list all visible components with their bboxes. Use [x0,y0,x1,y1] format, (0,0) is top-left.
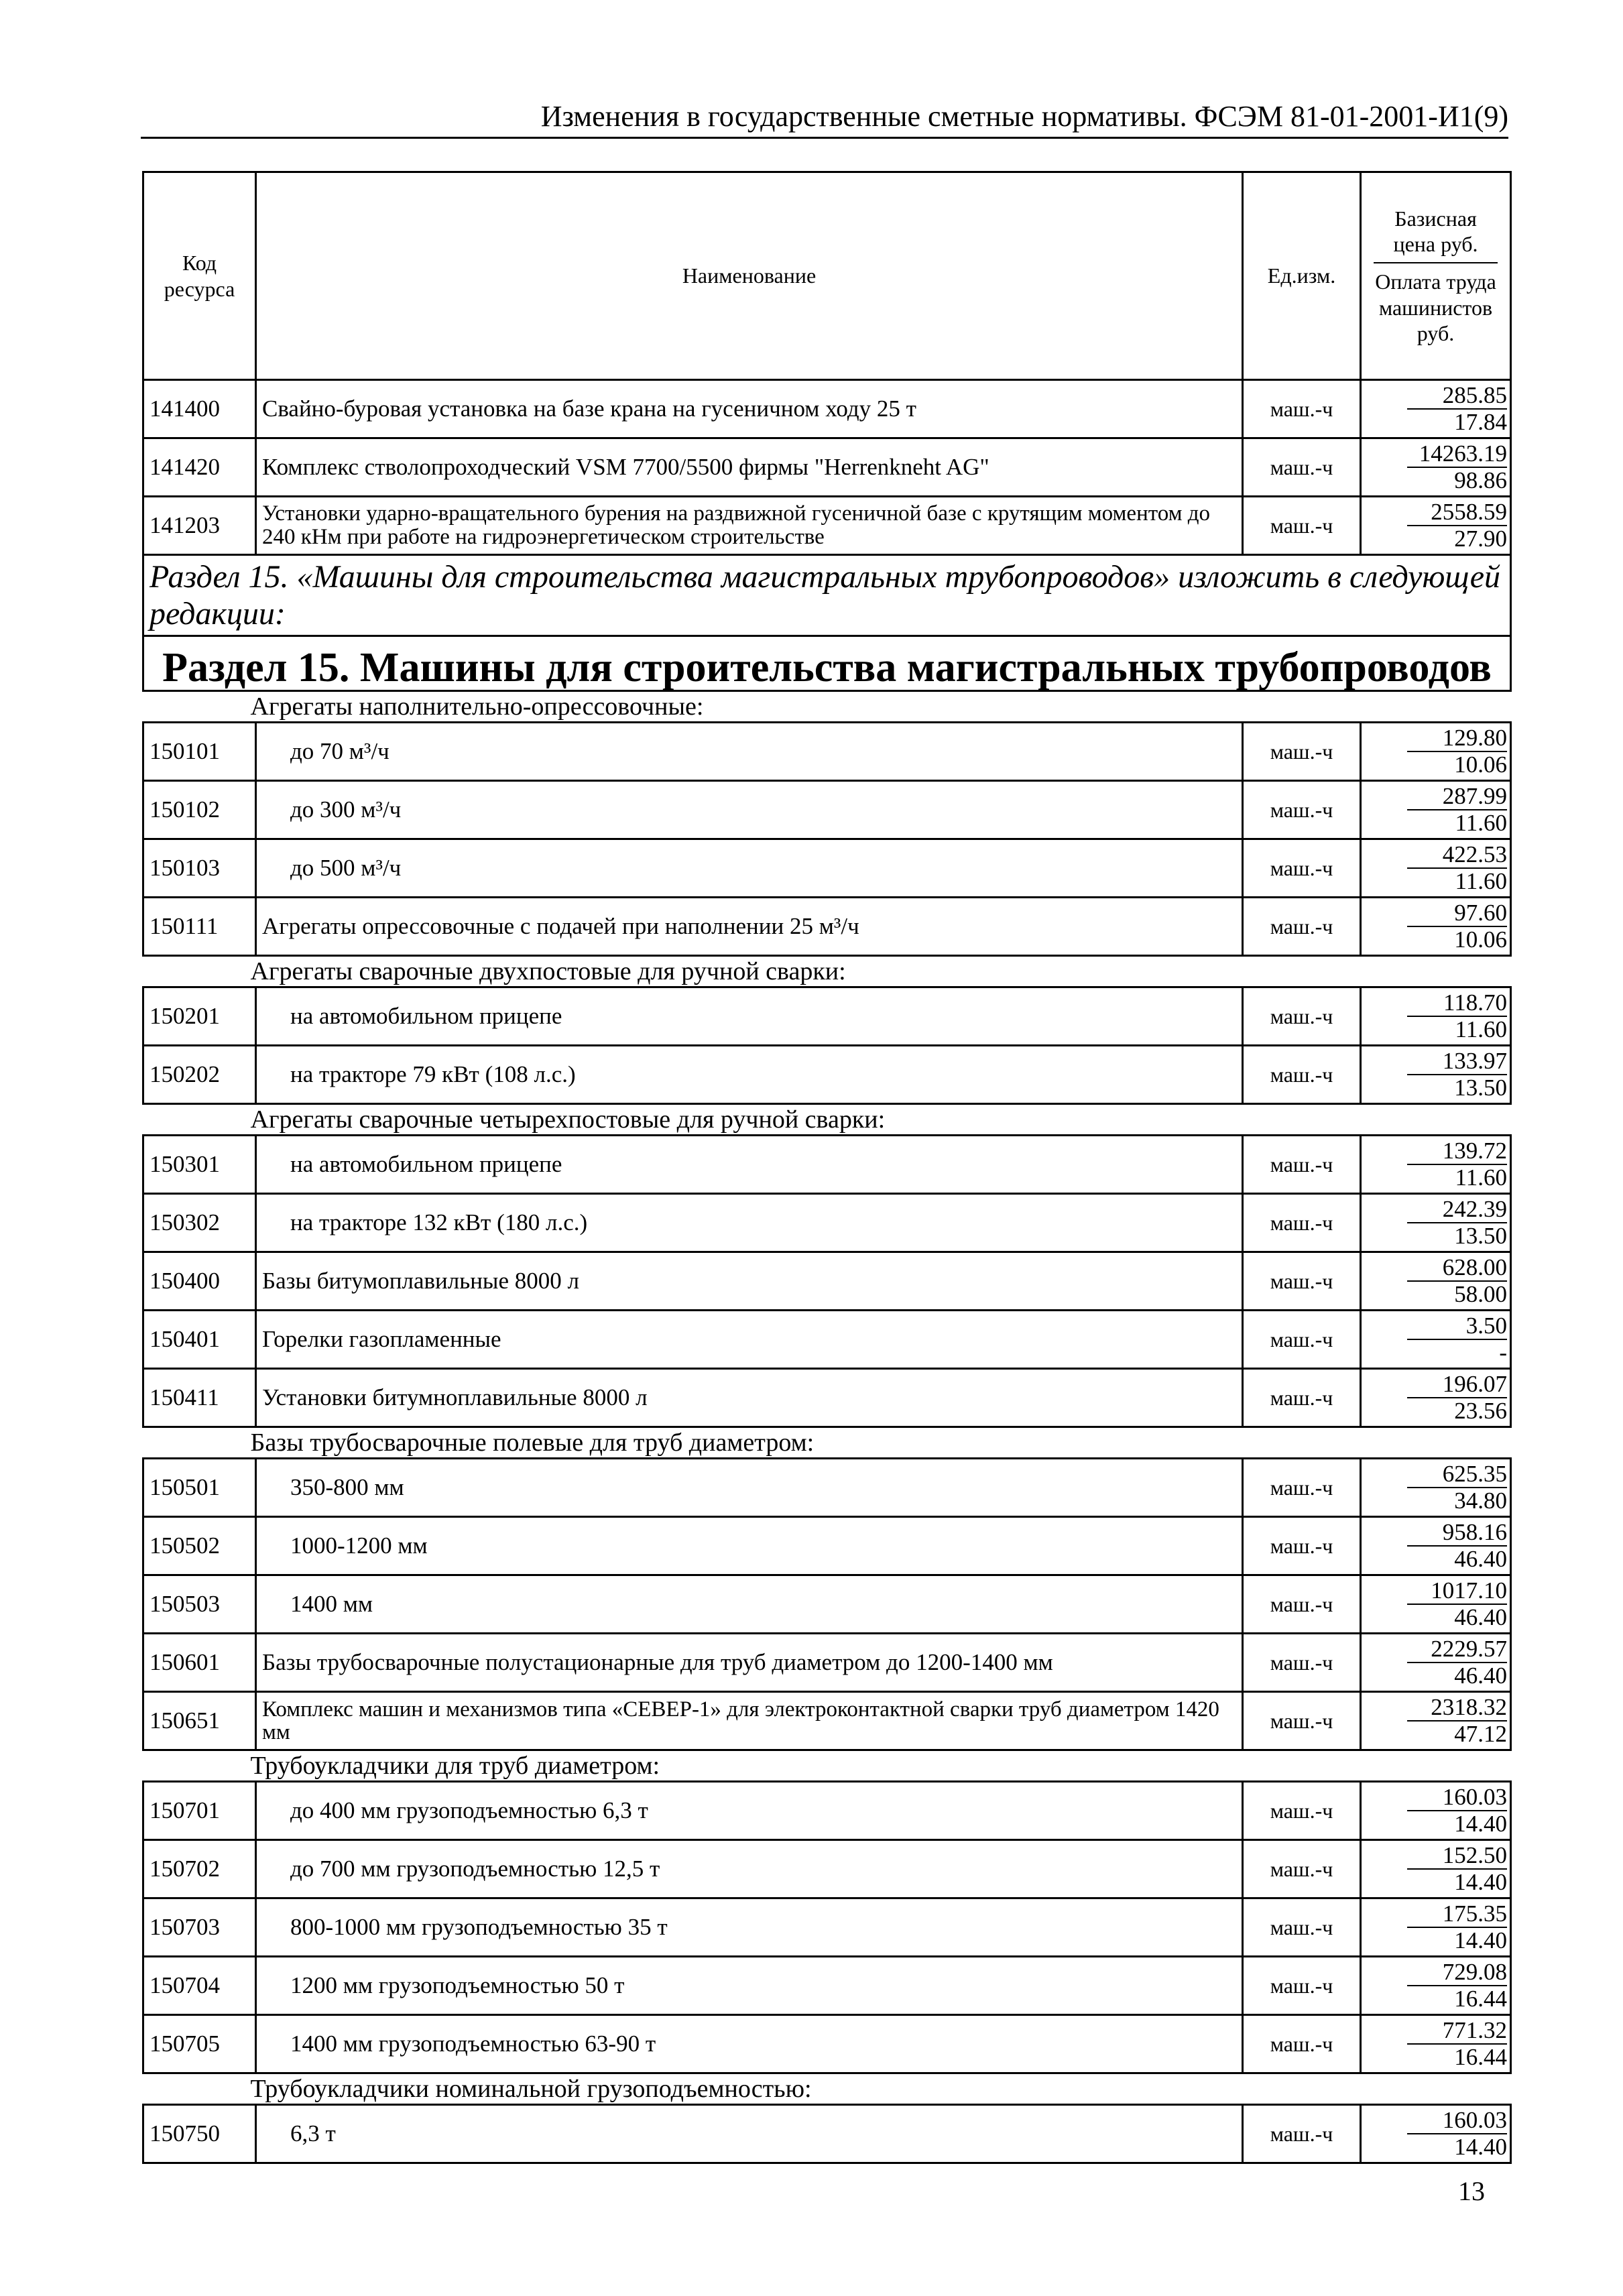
table-row [143,781,1511,839]
operator-wage: 11.60 [1455,1164,1507,1191]
table-row [143,2105,1511,2163]
resource-price [1361,1046,1511,1104]
base-price: 729.08 [1407,1959,1507,1987]
group-title: Базы трубосварочные полевые для труб диаметром: [143,1427,1511,1459]
table-row [143,497,1511,555]
table-row [143,839,1511,898]
table-row [143,1692,1511,1750]
resource-code: 141420 [143,438,256,497]
base-price: 287.99 [1407,784,1507,811]
table-row [143,1311,1511,1369]
resource-code: 150302 [143,1194,256,1252]
group-title: Трубоукладчики номинальной грузоподъемностью: [143,2073,1511,2105]
column-header-name: Наименование [256,172,1243,380]
resource-price [1361,1517,1511,1575]
table-row [143,1634,1511,1692]
resource-price [1361,1369,1511,1427]
base-price: 160.03 [1407,2108,1507,2135]
operator-wage: 14.40 [1454,1869,1507,1896]
resource-code: 150701 [143,1782,256,1840]
resource-code: 150103 [143,839,256,898]
resource-price [1361,987,1511,1046]
base-price: 422.53 [1407,842,1507,869]
table-row [143,1369,1511,1427]
resource-unit: маш.-ч [1243,1634,1361,1692]
resource-code: 150101 [143,723,256,781]
resource-unit: маш.-ч [1243,438,1361,497]
base-price: 2318.32 [1407,1695,1507,1722]
table-row [143,1459,1511,1517]
operator-wage: 34.80 [1454,1488,1507,1514]
resource-name: 1000-1200 мм [256,1517,1243,1575]
resource-price [1361,1898,1511,1957]
resource-unit: маш.-ч [1243,987,1361,1046]
amendment-note-row [143,555,1511,636]
table-row [143,1194,1511,1252]
group-header-row [143,1104,1511,1136]
operator-wage: 46.40 [1454,1604,1507,1631]
base-price: 958.16 [1407,1520,1507,1547]
resource-price [1361,723,1511,781]
resource-code: 150102 [143,781,256,839]
resource-name: на тракторе 79 кВт (108 л.с.) [256,1046,1243,1104]
resource-unit: маш.-ч [1243,1692,1361,1750]
resource-unit: маш.-ч [1243,1840,1361,1898]
resource-name: Агрегаты опрессовочные с подачей при наполнении 25 м³/ч [256,898,1243,956]
column-header-unit: Ед.изм. [1243,172,1361,380]
base-price: 196.07 [1407,1372,1507,1399]
resource-price [1361,1692,1511,1750]
table-row [143,380,1511,438]
resource-name: 1400 мм [256,1575,1243,1634]
resource-name: Комплекс стволопроходческий VSM 7700/5500 фирмы "Herrenkneht AG" [256,438,1243,497]
resource-unit: маш.-ч [1243,497,1361,555]
group-title: Агрегаты наполнительно-опрессовочные: [143,691,1511,723]
resource-code: 141400 [143,380,256,438]
page-header: Изменения в государственные сметные нормативы. ФСЭМ 81-01-2001-И1(9) [141,101,1508,139]
resource-code: 150601 [143,1634,256,1692]
base-price: 97.60 [1407,900,1507,928]
resource-price [1361,1782,1511,1840]
resource-name: до 300 м³/ч [256,781,1243,839]
resource-code: 150400 [143,1252,256,1311]
resource-price [1361,1252,1511,1311]
resource-unit: маш.-ч [1243,898,1361,956]
resource-price [1361,380,1511,438]
group-title: Трубоукладчики для труб диаметром: [143,1750,1511,1782]
resource-name: на автомобильном прицепе [256,987,1243,1046]
operator-wage: 46.40 [1454,1546,1507,1573]
resource-unit: маш.-ч [1243,1782,1361,1840]
resource-price [1361,2015,1511,2073]
resource-price [1361,1957,1511,2015]
base-price: 160.03 [1407,1785,1507,1812]
resource-name: 350-800 мм [256,1459,1243,1517]
base-price: 242.39 [1407,1197,1507,1224]
operator-wage: 10.06 [1454,926,1507,953]
table-row [143,1046,1511,1104]
resource-unit: маш.-ч [1243,723,1361,781]
resource-name: на автомобильном прицепе [256,1136,1243,1194]
base-price: 118.70 [1407,990,1507,1018]
resource-code: 150111 [143,898,256,956]
operator-wage: 47.12 [1454,1721,1507,1748]
resource-name: 1400 мм грузоподъемностью 63-90 т [256,2015,1243,2073]
resource-unit: маш.-ч [1243,1311,1361,1369]
resource-unit: маш.-ч [1243,839,1361,898]
section-title-row [143,636,1511,691]
operator-wage: 46.40 [1454,1663,1507,1689]
resource-name: 800-1000 мм грузоподъемностью 35 т [256,1898,1243,1957]
operator-wage: 23.56 [1454,1398,1507,1425]
table-row [143,2015,1511,2073]
resource-name: 1200 мм грузоподъемностью 50 т [256,1957,1243,2015]
resource-name: Установки битумноплавильные 8000 л [256,1369,1243,1427]
operator-wage: 16.44 [1454,2044,1507,2071]
operator-wage: 17.84 [1454,409,1507,435]
resource-unit: маш.-ч [1243,1046,1361,1104]
operator-wage: 58.00 [1454,1281,1507,1308]
resource-code: 150301 [143,1136,256,1194]
operator-wage: 27.90 [1454,526,1507,552]
resource-code: 150202 [143,1046,256,1104]
resource-unit: маш.-ч [1243,2015,1361,2073]
resource-unit: маш.-ч [1243,1194,1361,1252]
base-price: 152.50 [1407,1843,1507,1870]
column-header-price-top: Базисная цена руб. [1374,206,1498,264]
table-row [143,898,1511,956]
resource-code: 150502 [143,1517,256,1575]
section-title: Раздел 15. Машины для строительства магистральных трубопроводов [143,636,1511,691]
resource-unit: маш.-ч [1243,1252,1361,1311]
base-price: 1017.10 [1407,1578,1507,1606]
operator-wage: 13.50 [1454,1075,1507,1101]
base-price: 771.32 [1407,2018,1507,2045]
base-price: 129.80 [1407,725,1507,753]
resource-price [1361,1311,1511,1369]
resource-unit: маш.-ч [1243,1369,1361,1427]
base-price: 625.35 [1407,1461,1507,1489]
resource-code: 150201 [143,987,256,1046]
operator-wage: 98.86 [1454,467,1507,493]
column-header-price-bottom: Оплата труда машинистов руб. [1375,269,1496,346]
resource-unit: маш.-ч [1243,1517,1361,1575]
base-price: 628.00 [1407,1255,1507,1282]
operator-wage: 16.44 [1454,1986,1507,2012]
resource-unit: маш.-ч [1243,1898,1361,1957]
table-row [143,1252,1511,1311]
resource-code: 150501 [143,1459,256,1517]
table-row [143,1517,1511,1575]
resource-price [1361,1840,1511,1898]
operator-wage: 14.40 [1454,1927,1507,1954]
group-header-row [143,1750,1511,1782]
base-price: 139.72 [1407,1138,1507,1166]
group-header-row [143,2073,1511,2105]
resource-code: 150503 [143,1575,256,1634]
group-header-row [143,956,1511,987]
base-price: 14263.19 [1407,441,1507,469]
table-row [143,1782,1511,1840]
amendment-note: Раздел 15. «Машины для строительства магистральных трубопроводов» изложить в следующей редакции: [143,555,1511,636]
base-price: 2229.57 [1407,1636,1507,1664]
table-row [143,1957,1511,2015]
resource-price [1361,2105,1511,2163]
resource-name: Комплекс машин и механизмов типа «СЕВЕР-1» для электроконтактной сварки труб диаметром 1420 мм [256,1692,1243,1750]
resource-price [1361,1194,1511,1252]
operator-wage: 13.50 [1454,1223,1507,1250]
resource-unit: маш.-ч [1243,1575,1361,1634]
resource-name: до 700 мм грузоподъемностью 12,5 т [256,1840,1243,1898]
resource-name: до 500 м³/ч [256,839,1243,898]
group-title: Агрегаты сварочные двухпостовые для ручной сварки: [143,956,1511,987]
resource-price [1361,898,1511,956]
resource-price [1361,781,1511,839]
table-row [143,723,1511,781]
resource-name: на тракторе 132 кВт (180 л.с.) [256,1194,1243,1252]
page-number: 13 [1458,2176,1485,2206]
resource-price [1361,1634,1511,1692]
resource-name: Горелки газопламенные [256,1311,1243,1369]
resource-name: Базы трубосварочные полустационарные для труб диаметром до 1200-1400 мм [256,1634,1243,1692]
base-price: 133.97 [1407,1048,1507,1076]
group-header-row [143,691,1511,723]
table-header-row [143,172,1511,380]
resource-code: 150401 [143,1311,256,1369]
operator-wage: 10.06 [1454,751,1507,778]
resource-unit: маш.-ч [1243,1136,1361,1194]
resource-price [1361,438,1511,497]
resource-price [1361,1136,1511,1194]
group-title: Агрегаты сварочные четырехпостовые для ручной сварки: [143,1104,1511,1136]
group-header-row [143,1427,1511,1459]
resource-price [1361,1459,1511,1517]
base-price: 285.85 [1407,383,1507,410]
resource-code: 150411 [143,1369,256,1427]
resource-name: 6,3 т [256,2105,1243,2163]
table-row [143,1898,1511,1957]
table-row [143,1136,1511,1194]
table-row [143,438,1511,497]
resource-name: до 400 мм грузоподъемностью 6,3 т [256,1782,1243,1840]
resource-name: Установки ударно-вращательного бурения на раздвижной гусеничной базе с крутящим моментом до 240 кНм при работе на гидроэнергетическом строительстве [256,497,1243,555]
column-header-code: Код ресурса [143,172,256,380]
resource-name: Свайно-буровая установка на базе крана на гусеничном ходу 25 т [256,380,1243,438]
resource-unit: маш.-ч [1243,1459,1361,1517]
operator-wage: 11.60 [1455,1016,1507,1043]
base-price: 2558.59 [1407,499,1507,527]
table-row [143,1840,1511,1898]
resource-name: до 70 м³/ч [256,723,1243,781]
resource-name: Базы битумоплавильные 8000 л [256,1252,1243,1311]
resource-code: 150703 [143,1898,256,1957]
base-price: 175.35 [1407,1901,1507,1929]
resource-code: 150704 [143,1957,256,2015]
table-body [143,380,1511,2163]
resource-price [1361,839,1511,898]
operator-wage: 11.60 [1455,810,1507,837]
operator-wage: 14.40 [1454,2134,1507,2161]
table-row [143,987,1511,1046]
resource-code: 150651 [143,1692,256,1750]
column-header-price [1361,172,1511,380]
base-price: 3.50 [1407,1313,1507,1341]
operator-wage: 11.60 [1455,868,1507,895]
operator-wage: 14.40 [1454,1811,1507,1837]
resource-table [142,171,1512,2164]
resource-price [1361,1575,1511,1634]
resource-unit: маш.-ч [1243,1957,1361,2015]
resource-code: 150705 [143,2015,256,2073]
resource-code: 150750 [143,2105,256,2163]
resource-unit: маш.-ч [1243,2105,1361,2163]
resource-code: 150702 [143,1840,256,1898]
resource-unit: маш.-ч [1243,380,1361,438]
resource-price [1361,497,1511,555]
operator-wage: - [1499,1339,1507,1366]
table-row [143,1575,1511,1634]
resource-unit: маш.-ч [1243,781,1361,839]
resource-code: 141203 [143,497,256,555]
